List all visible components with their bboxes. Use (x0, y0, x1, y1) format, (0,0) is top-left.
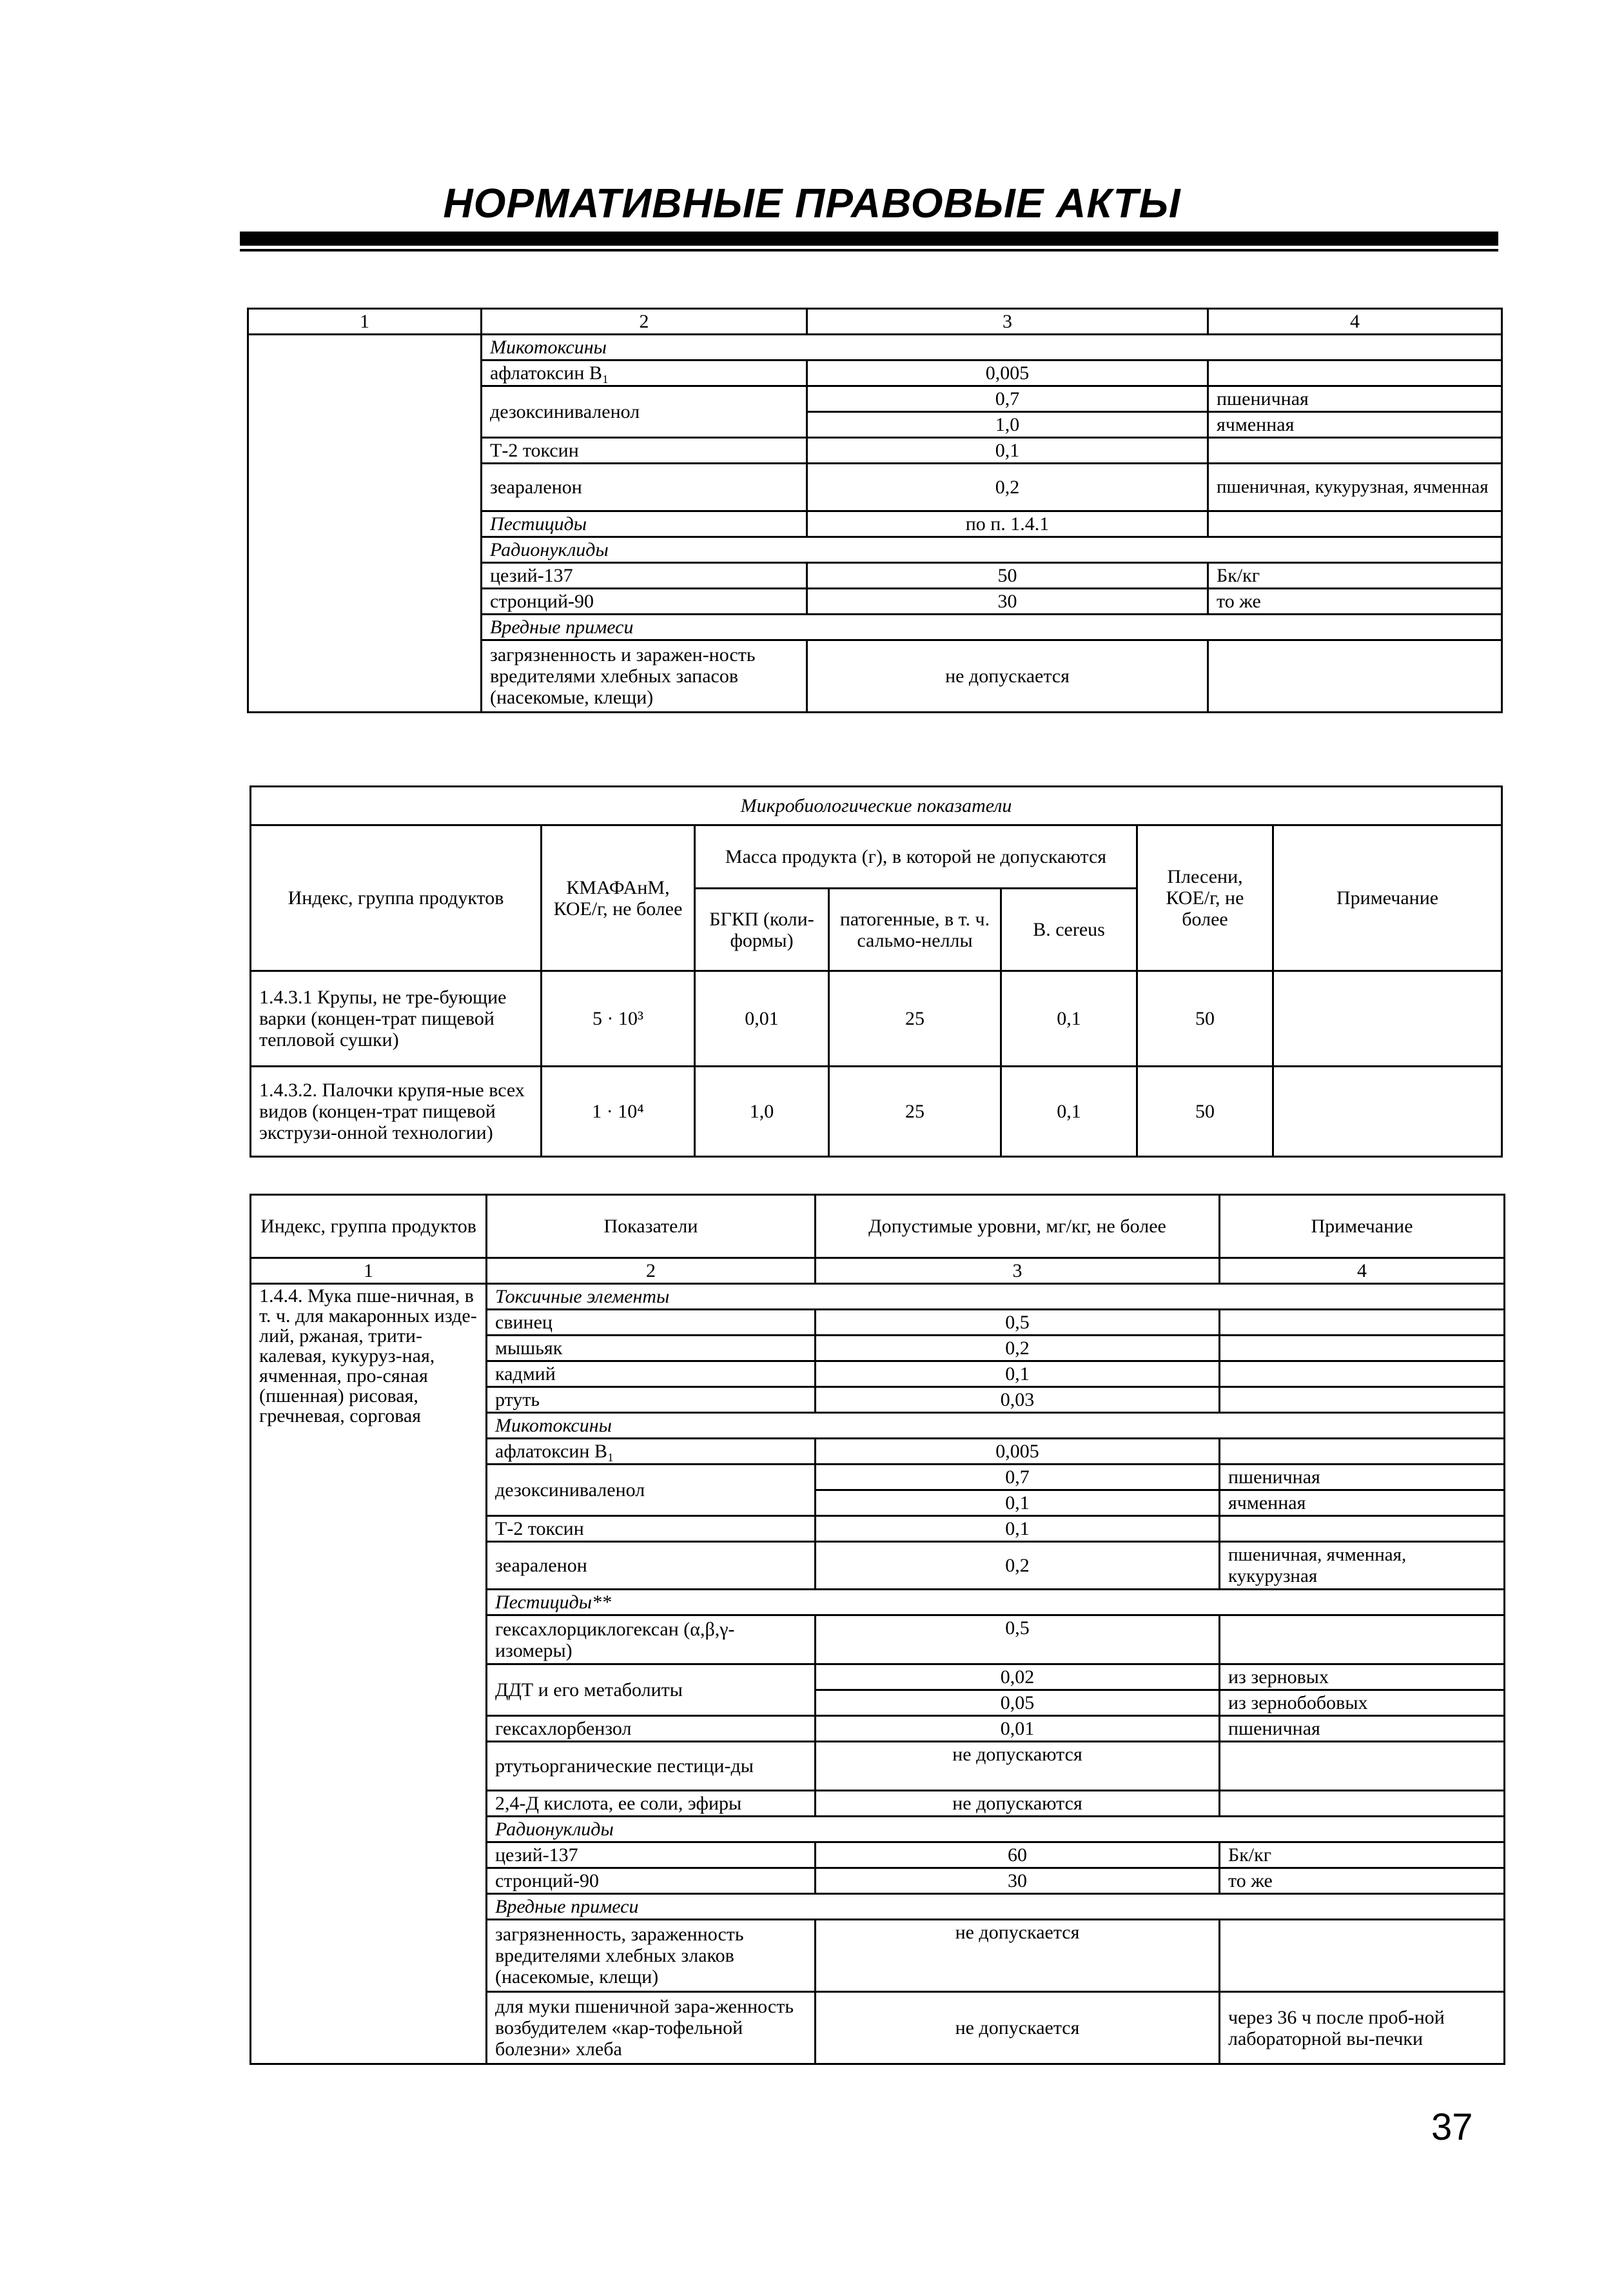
col-number: 1 (248, 309, 482, 335)
col-number: 2 (482, 309, 807, 335)
micro-table (249, 785, 1503, 1158)
micro-title: Микробиологические показатели (251, 787, 1502, 825)
indicator-note (1220, 1742, 1505, 1791)
indicator-name: гексахлорбензол (487, 1716, 816, 1742)
header-mold: Плесени, КОЕ/г, не более (1137, 825, 1273, 971)
indicator-value: не допускаются (816, 1791, 1220, 1817)
indicator-name: ДДТ и его метаболиты (487, 1664, 816, 1716)
col-number: 3 (816, 1258, 1220, 1284)
indicator-note (1220, 1387, 1505, 1413)
kmafanm-value: 1 · 10⁴ (542, 1067, 695, 1157)
indicator-value: не допускается (807, 640, 1208, 713)
indicator-value: 0,005 (807, 360, 1208, 386)
mold-value: 50 (1137, 1067, 1273, 1157)
note-value (1273, 1067, 1502, 1157)
indicator-note (1208, 438, 1502, 464)
table-row (251, 787, 1502, 825)
col-number: 4 (1208, 309, 1502, 335)
table-row (251, 971, 1502, 1067)
indicator-value: 0,2 (807, 464, 1208, 511)
page-title: НОРМАТИВНЫЕ ПРАВОВЫЕ АКТЫ (443, 180, 1181, 226)
table-row (251, 1284, 1505, 1310)
indicator-value: не допускается (816, 1920, 1220, 1992)
indicator-note (1220, 1791, 1505, 1817)
header-note: Примечание (1273, 825, 1502, 971)
indicator-name: гексахлорциклогексан (α,β,γ-изомеры) (487, 1615, 816, 1664)
header-mass: Масса продукта (г), в которой не допускаются (695, 825, 1137, 889)
table-row (251, 825, 1502, 889)
indicator-name: мышьяк (487, 1336, 816, 1361)
indicator-value: 0,1 (816, 1361, 1220, 1387)
col-number: 4 (1220, 1258, 1505, 1284)
indicator-note (1208, 511, 1502, 537)
col-number: 2 (487, 1258, 816, 1284)
page-number: 37 (1431, 2106, 1473, 2148)
indicator-value: 0,5 (816, 1310, 1220, 1336)
indicator-note (1220, 1361, 1505, 1387)
indicator-value: не допускаются (816, 1742, 1220, 1791)
mold-value: 50 (1137, 971, 1273, 1067)
indicator-value: по п. 1.4.1 (807, 511, 1208, 537)
section-label: Вредные примеси (487, 1894, 1505, 1920)
indicator-name: цезий-137 (487, 1842, 816, 1868)
indicator-note: Бк/кг (1208, 563, 1502, 589)
header-rule (240, 232, 1498, 246)
indicator-note (1220, 1920, 1505, 1992)
indicator-name: загрязненность и заражен-ность вредителями хлебных запасов (насекомые, клещи) (482, 640, 807, 713)
indicator-note: пшеничная (1220, 1465, 1505, 1490)
indicator-note (1208, 360, 1502, 386)
indicator-note: пшеничная, ячменная, кукурузная (1220, 1542, 1505, 1590)
indicator-value: 0,01 (816, 1716, 1220, 1742)
header-bcereus: B. cereus (1001, 889, 1137, 971)
flour-table (249, 1194, 1505, 2065)
indicator-name: стронций-90 (487, 1868, 816, 1894)
col-number: 3 (807, 309, 1208, 335)
indicator-name: зеараленон (482, 464, 807, 511)
indicator-value: 60 (816, 1842, 1220, 1868)
section-label: Пестициды (482, 511, 807, 537)
indicator-name: Т-2 токсин (482, 438, 807, 464)
indicator-name: кадмий (487, 1361, 816, 1387)
product-group: 1.4.4. Мука пше-ничная, в т. ч. для макаронных изде-лий, ржаная, трити-калевая, кукуруз-ная, ячменная, про-сяная (пшенная) рисовая, гречневая, сорговая (251, 1284, 487, 2064)
indicator-name: цезий-137 (482, 563, 807, 589)
indicator-note: пшеничная, кукурузная, ячменная (1208, 464, 1502, 511)
indicator-value: 0,03 (816, 1387, 1220, 1413)
table-row (248, 335, 1502, 360)
indicator-name: загрязненность, зараженность вредителями хлебных злаков (насекомые, клещи) (487, 1920, 816, 1992)
bcereus-value: 0,1 (1001, 971, 1137, 1067)
bgkp-value: 0,01 (695, 971, 829, 1067)
bcereus-value: 0,1 (1001, 1067, 1137, 1157)
indicator-value: 0,2 (816, 1336, 1220, 1361)
table-row (251, 1067, 1502, 1157)
indicator-name: стронций-90 (482, 589, 807, 615)
indicator-note (1220, 1336, 1505, 1361)
indicator-note: пшеничная (1220, 1716, 1505, 1742)
indicator-note (1220, 1516, 1505, 1542)
header-levels: Допустимые уровни, мг/кг, не более (816, 1195, 1220, 1258)
section-label: Пестициды** (487, 1590, 1505, 1615)
indicator-value: 0,7 (807, 386, 1208, 412)
pathogenic-value: 25 (829, 1067, 1001, 1157)
product-index: 1.4.3.2. Палочки крупя-ные всех видов (концен-трат пищевой экструзи-онной технологии) (251, 1067, 542, 1157)
note-value (1273, 971, 1502, 1067)
header-index: Индекс, группа продуктов (251, 825, 542, 971)
bgkp-value: 1,0 (695, 1067, 829, 1157)
indicator-name: ртуть (487, 1387, 816, 1413)
header-pathogenic: патогенные, в т. ч. сальмо-неллы (829, 889, 1001, 971)
indicator-note: через 36 ч после проб-ной лабораторной вы-печки (1220, 1992, 1505, 2064)
indicator-note (1220, 1310, 1505, 1336)
indicator-value: 0,1 (816, 1490, 1220, 1516)
indicator-note (1220, 1439, 1505, 1465)
indicator-name: свинец (487, 1310, 816, 1336)
col-number: 1 (251, 1258, 487, 1284)
indicator-name: ртутьорганические пестици-ды (487, 1742, 816, 1791)
header-indicators: Показатели (487, 1195, 816, 1258)
indicator-value: не допускается (816, 1992, 1220, 2064)
indicator-value: 0,02 (816, 1664, 1220, 1690)
indicator-value: 0,7 (816, 1465, 1220, 1490)
kmafanm-value: 5 · 10³ (542, 971, 695, 1067)
indicator-name: афлатоксин B₁ (482, 360, 807, 386)
group-cell (248, 335, 482, 713)
indicator-note: пшеничная (1208, 386, 1502, 412)
indicator-note (1208, 640, 1502, 713)
section-label: Радионуклиды (487, 1817, 1505, 1842)
indicator-name: зеараленон (487, 1542, 816, 1590)
section-label: Токсичные элементы (487, 1284, 1505, 1310)
indicator-name: дезоксиниваленол (487, 1465, 816, 1516)
indicator-note (1220, 1615, 1505, 1664)
indicator-note: то же (1208, 589, 1502, 615)
indicator-note: из зерновых (1220, 1664, 1505, 1690)
table-row (251, 1258, 1505, 1284)
header-index: Индекс, группа продуктов (251, 1195, 487, 1258)
pathogenic-value: 25 (829, 971, 1001, 1067)
product-index: 1.4.3.1 Крупы, не тре-бующие варки (концен-трат пищевой тепловой сушки) (251, 971, 542, 1067)
indicator-note: ячменная (1208, 412, 1502, 438)
indicator-name: Т-2 токсин (487, 1516, 816, 1542)
indicator-name: афлатоксин B₁ (487, 1439, 816, 1465)
section-label: Вредные примеси (482, 615, 1502, 640)
indicator-note: то же (1220, 1868, 1505, 1894)
indicator-value: 0,1 (816, 1516, 1220, 1542)
header-kmafanm: КМАФАнМ, КОЕ/г, не более (542, 825, 695, 971)
indicator-name: для муки пшеничной зара-женность возбудителем «кар-тофельной болезни» хлеба (487, 1992, 816, 2064)
indicator-value: 1,0 (807, 412, 1208, 438)
table-row (248, 309, 1502, 335)
indicator-value: 0,005 (816, 1439, 1220, 1465)
section-label: Микотоксины (482, 335, 1502, 360)
section-label: Радионуклиды (482, 537, 1502, 563)
header-bgkp: БГКП (коли-формы) (695, 889, 829, 971)
indicator-value: 0,05 (816, 1690, 1220, 1716)
indicator-note: из зернобобовых (1220, 1690, 1505, 1716)
header-rule-thin (240, 249, 1498, 252)
indicator-value: 50 (807, 563, 1208, 589)
indicator-name: дезоксиниваленол (482, 386, 807, 438)
section-label: Микотоксины (487, 1413, 1505, 1439)
table-row (251, 1195, 1505, 1258)
indicator-note: ячменная (1220, 1490, 1505, 1516)
table-continuation (247, 308, 1503, 713)
indicator-value: 0,5 (816, 1615, 1220, 1664)
indicator-note: Бк/кг (1220, 1842, 1505, 1868)
indicator-value: 0,1 (807, 438, 1208, 464)
indicator-value: 30 (807, 589, 1208, 615)
indicator-name: 2,4-Д кислота, ее соли, эфиры (487, 1791, 816, 1817)
indicator-value: 0,2 (816, 1542, 1220, 1590)
header-note: Примечание (1220, 1195, 1505, 1258)
indicator-value: 30 (816, 1868, 1220, 1894)
